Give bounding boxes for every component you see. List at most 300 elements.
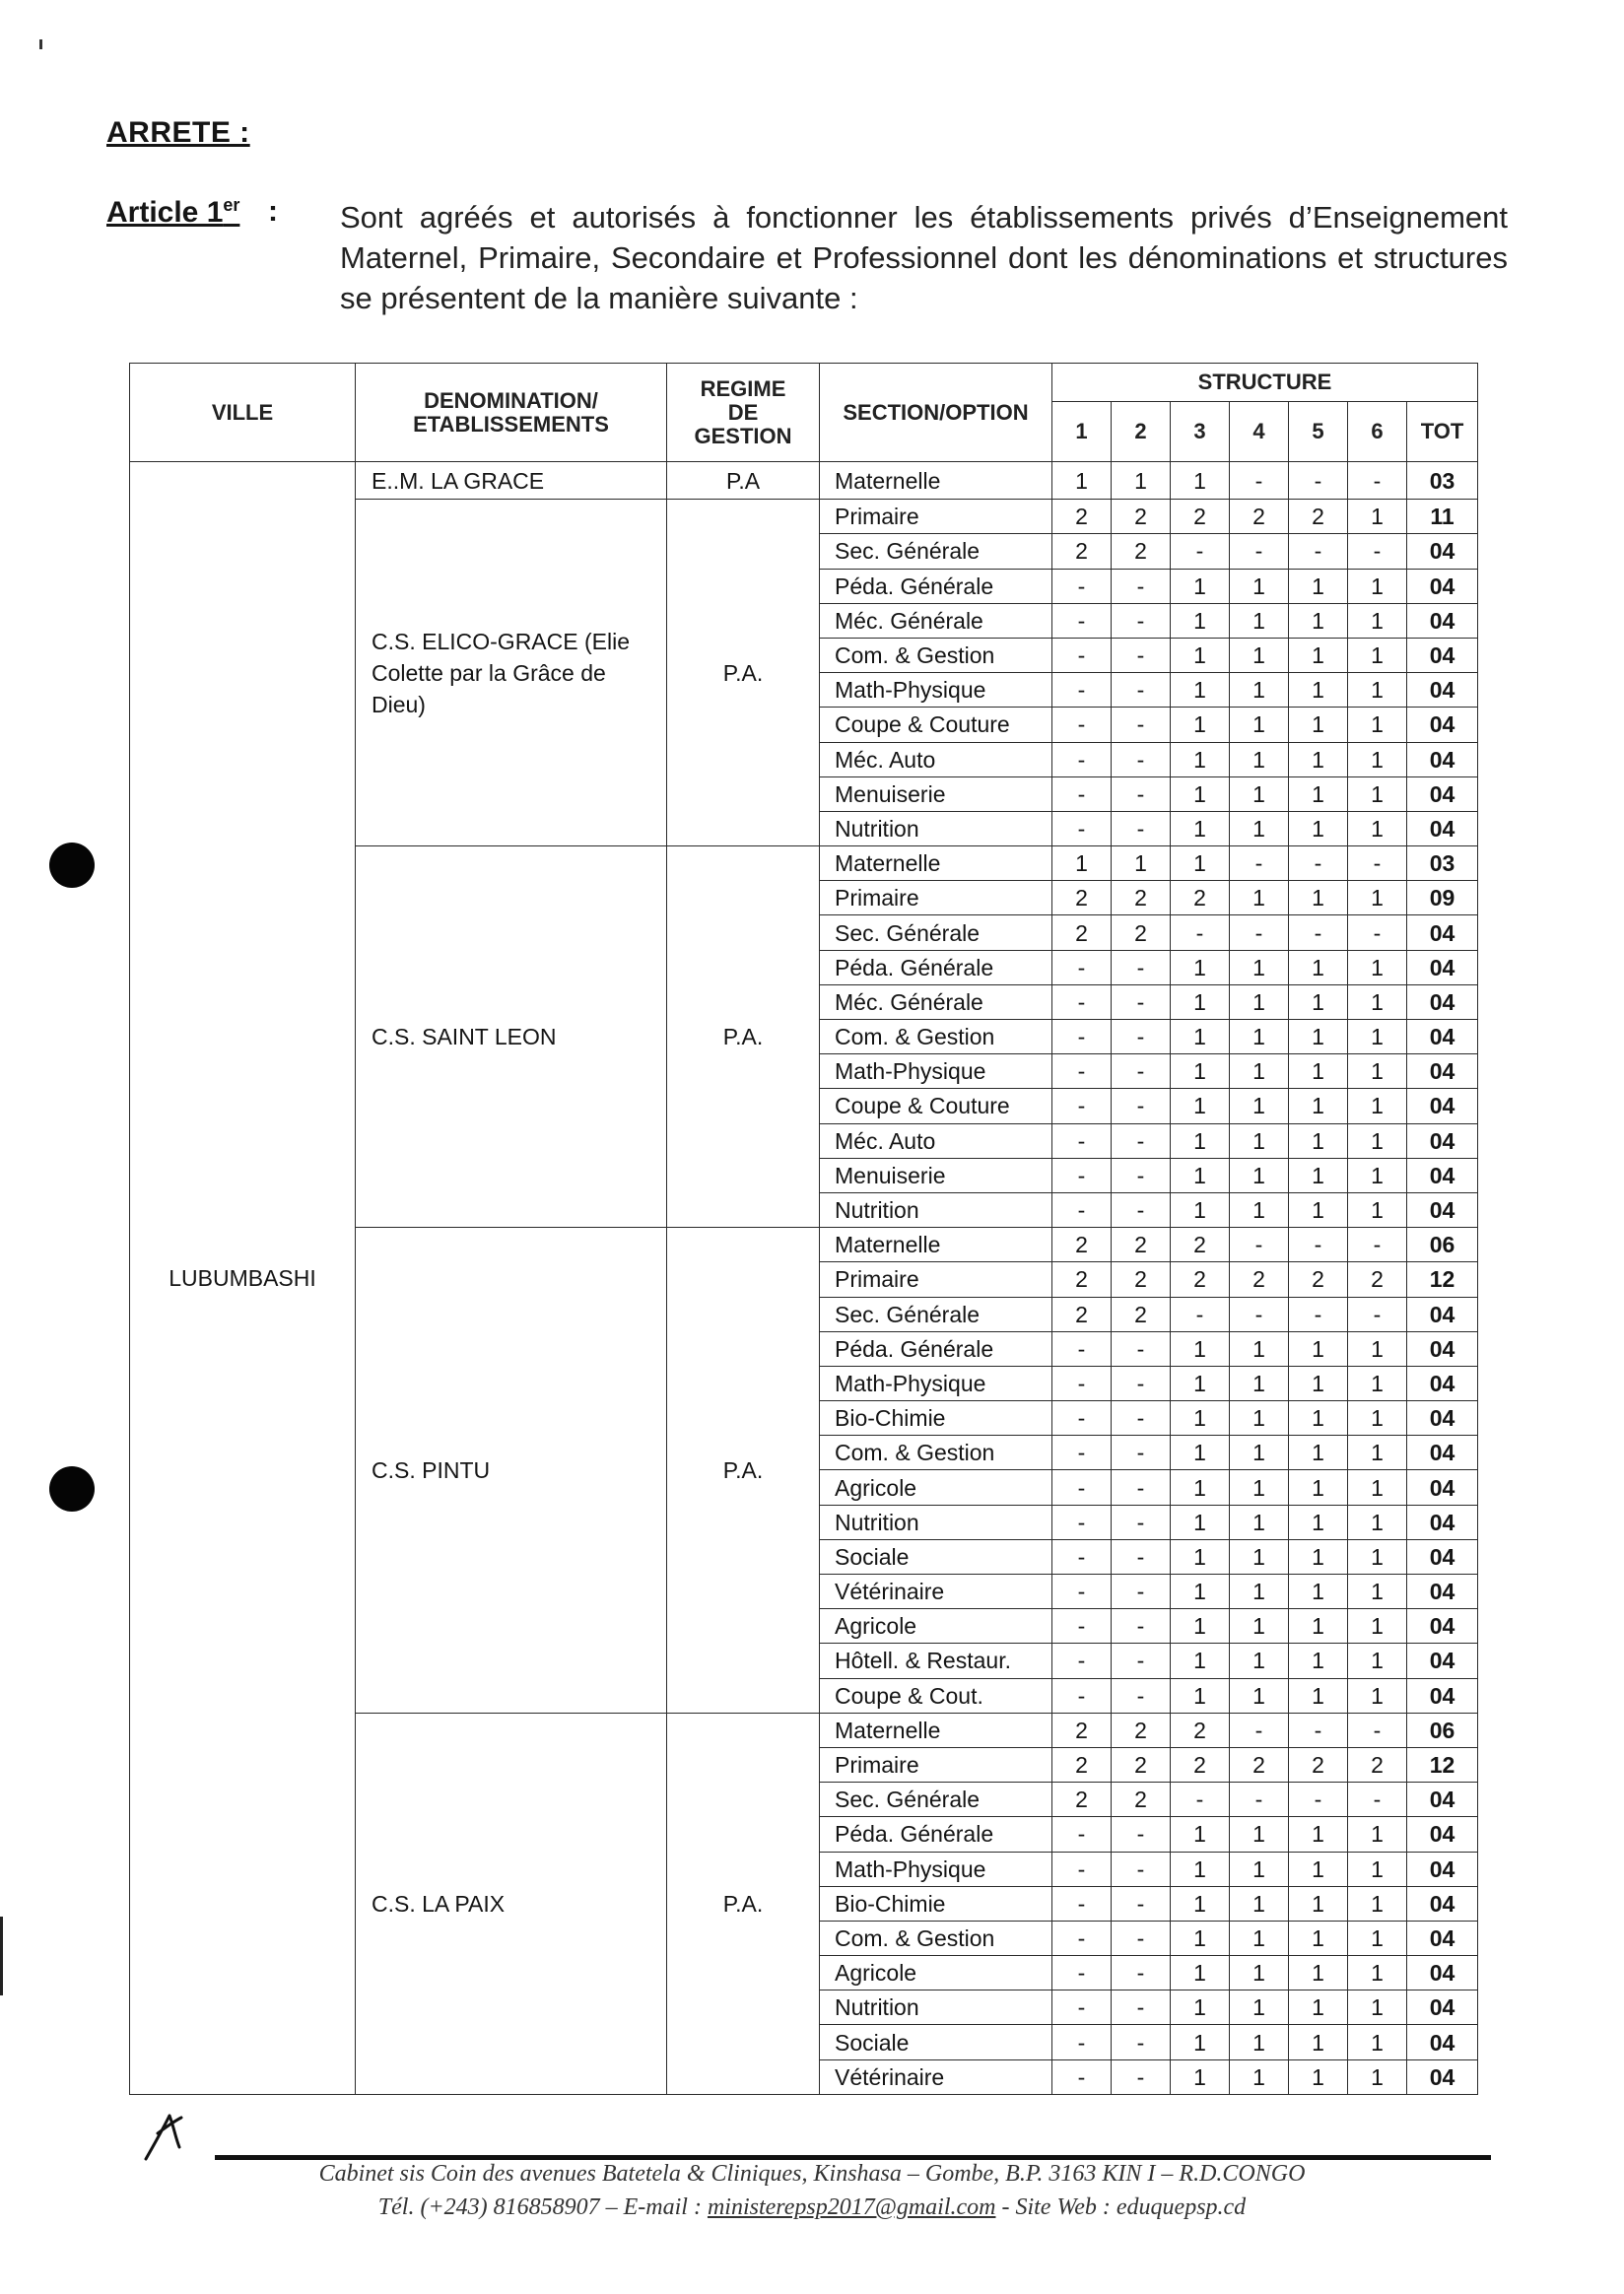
- total-cell: 04: [1407, 1020, 1478, 1054]
- structure-cell: 1: [1289, 2059, 1348, 2094]
- structure-cell: 1: [1112, 462, 1171, 500]
- structure-cell: -: [1112, 1054, 1171, 1089]
- structure-cell: 1: [1348, 1192, 1407, 1227]
- structure-cell: 2: [1171, 1262, 1230, 1297]
- section-option: Coupe & Cout.: [820, 1678, 1052, 1713]
- structure-cell: -: [1052, 1089, 1112, 1123]
- structure-cell: 2: [1112, 1783, 1171, 1817]
- structure-cell: -: [1052, 1331, 1112, 1366]
- structure-cell: -: [1112, 569, 1171, 603]
- structure-cell: 1: [1230, 1366, 1289, 1400]
- structure-cell: 2: [1052, 500, 1112, 534]
- section-option: Nutrition: [820, 811, 1052, 845]
- structure-cell: 2: [1171, 500, 1230, 534]
- school-name: C.S. PINTU: [356, 1228, 667, 1714]
- structure-cell: 2: [1052, 915, 1112, 950]
- total-cell: 04: [1407, 2025, 1478, 2059]
- total-cell: 06: [1407, 1228, 1478, 1262]
- structure-cell: 2: [1052, 1297, 1112, 1331]
- section-option: Com. & Gestion: [820, 1921, 1052, 1955]
- structure-cell: -: [1052, 1990, 1112, 2025]
- structure-cell: 1: [1171, 1089, 1230, 1123]
- structure-cell: -: [1052, 1886, 1112, 1921]
- structure-cell: -: [1112, 1123, 1171, 1158]
- structure-cell: 1: [1289, 1817, 1348, 1852]
- structure-cell: 1: [1171, 742, 1230, 776]
- structure-cell: 1: [1230, 950, 1289, 984]
- structure-cell: 2: [1171, 1228, 1230, 1262]
- structure-cell: -: [1052, 2059, 1112, 2094]
- structure-cell: 1: [1171, 1020, 1230, 1054]
- structure-cell: 1: [1171, 1158, 1230, 1192]
- structure-cell: 2: [1230, 500, 1289, 534]
- structure-cell: -: [1348, 1297, 1407, 1331]
- total-cell: 04: [1407, 1817, 1478, 1852]
- structure-cell: -: [1052, 673, 1112, 708]
- structure-cell: 1: [1289, 1123, 1348, 1158]
- structure-cell: 1: [1348, 673, 1407, 708]
- structure-cell: 1: [1171, 2025, 1230, 2059]
- structure-cell: -: [1230, 534, 1289, 569]
- school-name: C.S. SAINT LEON: [356, 846, 667, 1228]
- total-cell: 03: [1407, 462, 1478, 500]
- header-col: 3: [1171, 402, 1230, 462]
- structure-cell: 1: [1348, 1609, 1407, 1644]
- structure-cell: 1: [1230, 1331, 1289, 1366]
- structure-cell: -: [1289, 915, 1348, 950]
- footer-website: - Site Web : eduquepsp.cd: [1001, 2194, 1247, 2220]
- structure-cell: 1: [1348, 708, 1407, 742]
- structure-cell: 1: [1230, 1609, 1289, 1644]
- structure-cell: 1: [1171, 1539, 1230, 1574]
- section-option: Com. & Gestion: [820, 1436, 1052, 1470]
- total-cell: 04: [1407, 569, 1478, 603]
- structure-cell: 2: [1171, 1713, 1230, 1747]
- section-option: Vétérinaire: [820, 2059, 1052, 2094]
- total-cell: 04: [1407, 1575, 1478, 1609]
- structure-cell: 1: [1230, 1089, 1289, 1123]
- structure-cell: -: [1171, 1783, 1230, 1817]
- structure-cell: 1: [1289, 1366, 1348, 1400]
- structure-cell: -: [1052, 1436, 1112, 1470]
- punch-hole: [49, 1466, 95, 1512]
- structure-cell: -: [1348, 1713, 1407, 1747]
- structure-cell: -: [1112, 984, 1171, 1019]
- structure-cell: 2: [1112, 881, 1171, 915]
- total-cell: 04: [1407, 742, 1478, 776]
- section-option: Sociale: [820, 1539, 1052, 1574]
- structure-cell: 1: [1289, 708, 1348, 742]
- section-option: Nutrition: [820, 1505, 1052, 1539]
- structure-cell: 1: [1230, 984, 1289, 1019]
- structure-cell: 1: [1230, 1123, 1289, 1158]
- structure-cell: -: [1052, 984, 1112, 1019]
- structure-cell: 1: [1171, 1436, 1230, 1470]
- structure-cell: 1: [1230, 1158, 1289, 1192]
- structure-cell: -: [1052, 603, 1112, 638]
- total-cell: 04: [1407, 950, 1478, 984]
- structure-cell: -: [1112, 1575, 1171, 1609]
- structure-cell: 1: [1289, 1401, 1348, 1436]
- structure-cell: -: [1230, 846, 1289, 881]
- structure-cell: -: [1112, 811, 1171, 845]
- structure-cell: 1: [1171, 1852, 1230, 1886]
- heading-arrete: ARRETE :: [106, 116, 250, 149]
- structure-cell: 1: [1230, 2025, 1289, 2059]
- structure-cell: -: [1052, 811, 1112, 845]
- total-cell: 04: [1407, 1539, 1478, 1574]
- structure-cell: 1: [1171, 673, 1230, 708]
- structure-cell: -: [1112, 2025, 1171, 2059]
- structure-cell: 1: [1348, 1505, 1407, 1539]
- article-label-text: Article 1: [106, 196, 224, 229]
- total-cell: 03: [1407, 846, 1478, 881]
- school-regime: P.A: [667, 462, 820, 500]
- structure-cell: -: [1112, 1609, 1171, 1644]
- structure-cell: 1: [1289, 811, 1348, 845]
- header-col: 1: [1052, 402, 1112, 462]
- structure-cell: 1: [1171, 1123, 1230, 1158]
- structure-cell: 1: [1348, 1539, 1407, 1574]
- structure-cell: 2: [1112, 1297, 1171, 1331]
- section-option: Primaire: [820, 1747, 1052, 1782]
- structure-cell: 2: [1230, 1747, 1289, 1782]
- structure-cell: -: [1348, 462, 1407, 500]
- total-cell: 04: [1407, 1470, 1478, 1505]
- schools-table-body: [130, 462, 1478, 2095]
- section-option: Agricole: [820, 1470, 1052, 1505]
- structure-cell: 1: [1230, 708, 1289, 742]
- structure-cell: 1: [1171, 1678, 1230, 1713]
- section-option: Nutrition: [820, 1990, 1052, 2025]
- structure-cell: 1: [1289, 1054, 1348, 1089]
- total-cell: 04: [1407, 1366, 1478, 1400]
- header-regime-line2: DE: [727, 399, 759, 425]
- section-option: Sec. Générale: [820, 915, 1052, 950]
- school-name: E..M. LA GRACE: [356, 462, 667, 500]
- structure-cell: 2: [1230, 1262, 1289, 1297]
- footer-phone: Tél. (+243) 816858907 – E-mail :: [377, 2194, 702, 2220]
- structure-cell: 2: [1289, 1262, 1348, 1297]
- structure-cell: -: [1112, 1956, 1171, 1990]
- structure-cell: 1: [1171, 1921, 1230, 1955]
- section-option: Maternelle: [820, 1713, 1052, 1747]
- total-cell: 04: [1407, 1921, 1478, 1955]
- structure-cell: 1: [1171, 1401, 1230, 1436]
- total-cell: 04: [1407, 915, 1478, 950]
- structure-cell: -: [1289, 1297, 1348, 1331]
- structure-cell: -: [1112, 742, 1171, 776]
- structure-cell: 1: [1289, 1921, 1348, 1955]
- total-cell: 04: [1407, 1886, 1478, 1921]
- total-cell: 04: [1407, 1436, 1478, 1470]
- structure-cell: -: [1171, 534, 1230, 569]
- structure-cell: 1: [1230, 1921, 1289, 1955]
- structure-cell: -: [1289, 1228, 1348, 1262]
- total-cell: 04: [1407, 534, 1478, 569]
- structure-cell: 1: [1112, 846, 1171, 881]
- structure-cell: 1: [1171, 1609, 1230, 1644]
- structure-cell: 1: [1348, 811, 1407, 845]
- structure-cell: 1: [1289, 1020, 1348, 1054]
- structure-cell: 1: [1230, 881, 1289, 915]
- structure-cell: -: [1289, 534, 1348, 569]
- section-option: Péda. Générale: [820, 1331, 1052, 1366]
- structure-cell: -: [1052, 569, 1112, 603]
- structure-cell: 2: [1112, 1747, 1171, 1782]
- structure-cell: 1: [1289, 2025, 1348, 2059]
- table-row: [130, 462, 1478, 500]
- structure-cell: 2: [1052, 1262, 1112, 1297]
- structure-cell: 1: [1348, 1436, 1407, 1470]
- structure-cell: 1: [1348, 950, 1407, 984]
- total-cell: 04: [1407, 1990, 1478, 2025]
- structure-cell: -: [1112, 1366, 1171, 1400]
- structure-cell: 2: [1112, 915, 1171, 950]
- structure-cell: -: [1289, 1783, 1348, 1817]
- structure-cell: -: [1112, 1539, 1171, 1574]
- structure-cell: 2: [1112, 500, 1171, 534]
- structure-cell: -: [1112, 950, 1171, 984]
- structure-cell: -: [1112, 673, 1171, 708]
- structure-cell: 1: [1289, 1609, 1348, 1644]
- section-option: Agricole: [820, 1956, 1052, 1990]
- structure-cell: -: [1230, 1713, 1289, 1747]
- structure-cell: 1: [1348, 1678, 1407, 1713]
- structure-cell: 1: [1348, 984, 1407, 1019]
- structure-cell: 1: [1348, 2059, 1407, 2094]
- structure-cell: -: [1112, 1817, 1171, 1852]
- total-cell: 04: [1407, 1609, 1478, 1644]
- structure-cell: -: [1112, 638, 1171, 672]
- structure-cell: 2: [1348, 1747, 1407, 1782]
- scan-mark: [0, 1917, 3, 1995]
- structure-cell: 1: [1171, 638, 1230, 672]
- structure-cell: -: [1348, 846, 1407, 881]
- header-ville: VILLE: [130, 364, 356, 462]
- structure-cell: 1: [1348, 1020, 1407, 1054]
- structure-cell: 1: [1230, 1470, 1289, 1505]
- structure-cell: 1: [1289, 638, 1348, 672]
- school-name: C.S. ELICO-GRACE (Elie Colette par la Grâce de Dieu): [356, 500, 667, 846]
- structure-cell: 1: [1289, 1990, 1348, 2025]
- article-label: [106, 195, 239, 230]
- header-denomination: [356, 364, 667, 462]
- total-cell: 04: [1407, 1678, 1478, 1713]
- structure-cell: 1: [1230, 1644, 1289, 1678]
- structure-cell: -: [1348, 534, 1407, 569]
- structure-cell: 1: [1289, 1505, 1348, 1539]
- structure-cell: -: [1112, 1990, 1171, 2025]
- section-option: Primaire: [820, 881, 1052, 915]
- structure-cell: 1: [1230, 1575, 1289, 1609]
- structure-cell: -: [1052, 1852, 1112, 1886]
- structure-cell: -: [1112, 1401, 1171, 1436]
- structure-cell: 1: [1289, 742, 1348, 776]
- total-cell: 04: [1407, 984, 1478, 1019]
- structure-cell: -: [1289, 462, 1348, 500]
- header-col: 5: [1289, 402, 1348, 462]
- header-col: 2: [1112, 402, 1171, 462]
- structure-cell: 1: [1348, 500, 1407, 534]
- structure-cell: 1: [1230, 603, 1289, 638]
- total-cell: 04: [1407, 673, 1478, 708]
- structure-cell: 1: [1289, 1886, 1348, 1921]
- header-col: 6: [1348, 402, 1407, 462]
- structure-cell: -: [1348, 915, 1407, 950]
- footer-contact: [0, 2194, 1624, 2221]
- structure-cell: 1: [1171, 1505, 1230, 1539]
- structure-cell: -: [1112, 1158, 1171, 1192]
- structure-cell: 1: [1348, 881, 1407, 915]
- total-cell: 04: [1407, 603, 1478, 638]
- structure-cell: -: [1052, 1956, 1112, 1990]
- structure-cell: 1: [1230, 1956, 1289, 1990]
- structure-cell: -: [1052, 1539, 1112, 1574]
- section-option: Vétérinaire: [820, 1575, 1052, 1609]
- structure-cell: 1: [1348, 1123, 1407, 1158]
- section-option: Méc. Auto: [820, 742, 1052, 776]
- structure-cell: -: [1171, 1297, 1230, 1331]
- section-option: Nutrition: [820, 1192, 1052, 1227]
- structure-cell: 2: [1348, 1262, 1407, 1297]
- header-regime-line1: REGIME: [700, 375, 786, 401]
- structure-cell: -: [1112, 1678, 1171, 1713]
- structure-cell: 1: [1230, 1990, 1289, 2025]
- structure-cell: 2: [1112, 1713, 1171, 1747]
- section-option: Math-Physique: [820, 1366, 1052, 1400]
- structure-cell: 2: [1112, 534, 1171, 569]
- structure-cell: 2: [1052, 1783, 1112, 1817]
- structure-cell: -: [1112, 1436, 1171, 1470]
- structure-cell: -: [1112, 1020, 1171, 1054]
- total-cell: 04: [1407, 1644, 1478, 1678]
- section-option: Math-Physique: [820, 1054, 1052, 1089]
- structure-cell: -: [1112, 1644, 1171, 1678]
- section-option: Menuiserie: [820, 1158, 1052, 1192]
- header-col-total: TOT: [1407, 402, 1478, 462]
- section-option: Péda. Générale: [820, 569, 1052, 603]
- structure-cell: 1: [1289, 1678, 1348, 1713]
- structure-cell: 1: [1230, 811, 1289, 845]
- structure-cell: 1: [1230, 1436, 1289, 1470]
- structure-cell: 1: [1289, 1644, 1348, 1678]
- structure-cell: 2: [1289, 500, 1348, 534]
- structure-cell: 1: [1289, 1575, 1348, 1609]
- structure-cell: -: [1052, 1817, 1112, 1852]
- structure-cell: 1: [1230, 1539, 1289, 1574]
- structure-cell: -: [1112, 708, 1171, 742]
- section-option: Primaire: [820, 500, 1052, 534]
- structure-cell: 2: [1052, 881, 1112, 915]
- structure-cell: -: [1112, 1192, 1171, 1227]
- structure-cell: 1: [1230, 1192, 1289, 1227]
- structure-cell: -: [1112, 1089, 1171, 1123]
- total-cell: 04: [1407, 1401, 1478, 1436]
- structure-cell: 1: [1289, 673, 1348, 708]
- structure-cell: -: [1052, 742, 1112, 776]
- structure-cell: 1: [1230, 1817, 1289, 1852]
- section-option: Péda. Générale: [820, 1817, 1052, 1852]
- structure-cell: -: [1052, 1401, 1112, 1436]
- structure-cell: -: [1052, 1609, 1112, 1644]
- structure-cell: 1: [1171, 1331, 1230, 1366]
- structure-cell: 1: [1289, 1331, 1348, 1366]
- structure-cell: 1: [1230, 2059, 1289, 2094]
- total-cell: 04: [1407, 1956, 1478, 1990]
- structure-cell: -: [1171, 915, 1230, 950]
- total-cell: 06: [1407, 1713, 1478, 1747]
- structure-cell: -: [1230, 915, 1289, 950]
- structure-cell: 2: [1112, 1228, 1171, 1262]
- scan-mark: [39, 39, 42, 49]
- structure-cell: -: [1052, 638, 1112, 672]
- total-cell: 04: [1407, 1852, 1478, 1886]
- section-option: Sec. Générale: [820, 534, 1052, 569]
- structure-cell: 1: [1348, 569, 1407, 603]
- structure-cell: 1: [1171, 1886, 1230, 1921]
- total-cell: 04: [1407, 1297, 1478, 1331]
- structure-cell: -: [1112, 1921, 1171, 1955]
- structure-cell: 1: [1171, 1054, 1230, 1089]
- total-cell: 11: [1407, 500, 1478, 534]
- structure-cell: 1: [1171, 2059, 1230, 2094]
- structure-cell: -: [1052, 1678, 1112, 1713]
- structure-cell: -: [1052, 1470, 1112, 1505]
- structure-cell: 1: [1171, 984, 1230, 1019]
- section-option: Agricole: [820, 1609, 1052, 1644]
- structure-cell: 1: [1230, 569, 1289, 603]
- structure-cell: 1: [1348, 1331, 1407, 1366]
- structure-cell: 1: [1230, 673, 1289, 708]
- structure-cell: 2: [1112, 1262, 1171, 1297]
- section-option: Com. & Gestion: [820, 1020, 1052, 1054]
- total-cell: 04: [1407, 1192, 1478, 1227]
- structure-cell: -: [1230, 1228, 1289, 1262]
- structure-cell: 2: [1052, 1747, 1112, 1782]
- structure-cell: 1: [1348, 1089, 1407, 1123]
- section-option: Méc. Générale: [820, 984, 1052, 1019]
- structure-cell: 1: [1348, 1921, 1407, 1955]
- section-option: Hôtell. & Restaur.: [820, 1644, 1052, 1678]
- school-regime: P.A.: [667, 846, 820, 1228]
- header-denomination-line1: DENOMINATION/: [424, 387, 598, 413]
- structure-cell: 1: [1348, 1158, 1407, 1192]
- article-text: Sont agréés et autorisés à fonctionner les établissements privés d’Enseignement Maternel, Primaire, Secondaire et Professionnel dont les dénominations et structures se présentent de la manière suivante :: [340, 200, 1508, 315]
- structure-cell: 1: [1348, 1852, 1407, 1886]
- structure-cell: -: [1230, 1297, 1289, 1331]
- header-section: SECTION/OPTION: [820, 364, 1052, 462]
- structure-cell: 1: [1348, 1366, 1407, 1400]
- school-name: C.S. LA PAIX: [356, 1713, 667, 2094]
- structure-cell: 1: [1171, 1192, 1230, 1227]
- article-label-sup: er: [223, 195, 240, 215]
- total-cell: 04: [1407, 1089, 1478, 1123]
- structure-cell: -: [1230, 1783, 1289, 1817]
- total-cell: 04: [1407, 1783, 1478, 1817]
- section-option: Com. & Gestion: [820, 638, 1052, 672]
- structure-cell: 1: [1289, 984, 1348, 1019]
- structure-cell: 1: [1171, 1575, 1230, 1609]
- structure-cell: -: [1052, 2025, 1112, 2059]
- structure-cell: 2: [1289, 1747, 1348, 1782]
- school-regime: P.A.: [667, 500, 820, 846]
- structure-cell: 1: [1171, 1817, 1230, 1852]
- ville-cell: LUBUMBASHI: [130, 462, 356, 2095]
- header-regime: [667, 364, 820, 462]
- schools-table: [129, 363, 1478, 2095]
- structure-cell: 2: [1052, 534, 1112, 569]
